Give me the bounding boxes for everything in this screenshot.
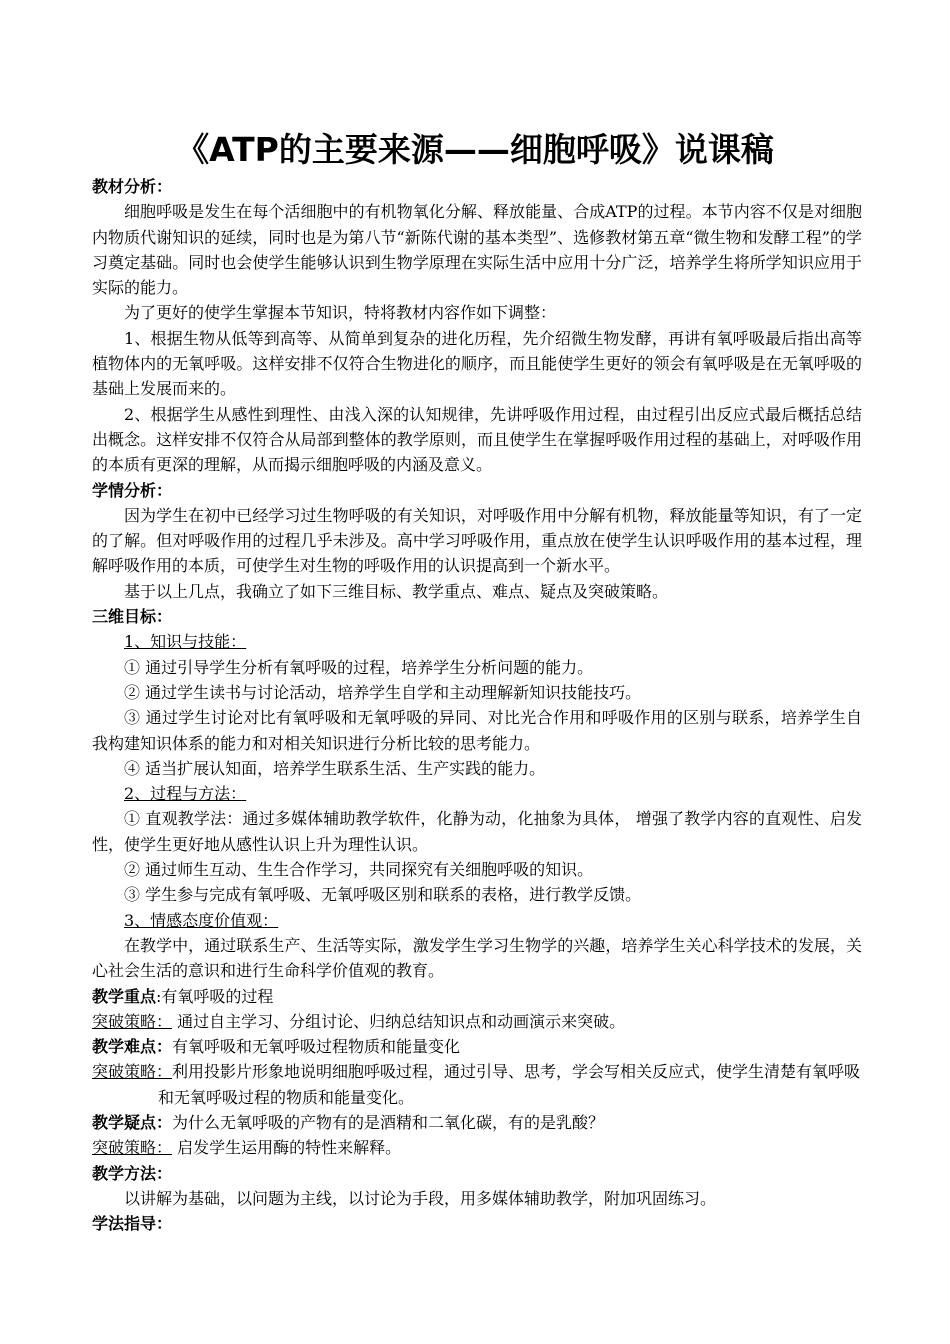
paragraph: 2、根据学生从感性到理性、由浅入深的认知规律，先讲呼吸作用过程，由过程引出反应式最后概括总结出概念。这样安排不仅符合从局部到整体的教学原则，而且使学生在掌握呼吸作用过程的基础上，对呼吸作用的本质有更深的理解，从而揭示细胞呼吸的内涵及意义。: [92, 404, 862, 475]
paragraph: 在教学中，通过联系生产、生活等实际，激发学生学习生物学的兴趣，培养学生关心科学技术的发展，关心社会生活的意识和进行生命科学价值观的教育。: [92, 935, 862, 981]
strategy-text: 启发学生运用酶的特性来解释。: [172, 1138, 402, 1158]
subheading-emotion: 3、情感态度价值观：: [124, 910, 279, 930]
list-item: ④ 适当扩展认知面，培养学生联系生活、生产实践的能力。: [124, 758, 546, 778]
strategy-text: 利用投影片形象地说明细胞呼吸过程，通过引导、思考，学会写相关反应式，使学生清楚有氧呼吸和无氧呼吸过程的物质和能量变化。: [158, 1062, 861, 1107]
difficulty-line: [92, 1034, 862, 1059]
strategy-text: 通过自主学习、分组讨论、归纳总结知识点和动画演示来突破。: [172, 1011, 626, 1031]
paragraph: 因为学生在初中已经学习过生物呼吸的有关知识，对呼吸作用中分解有机物，释放能量等知识，有了一定的了解。但对呼吸作用的过程几乎未涉及。高中学习呼吸作用，重点放在使学生认识呼吸作用的基本过程，理解呼吸作用的本质，可使学生对生物的呼吸作用的认识提高到一个新水平。: [92, 505, 862, 576]
difficulty-strategy-line: [92, 1059, 862, 1110]
paragraph: 以讲解为基础，以问题为主线，以讨论为手段，用多媒体辅助教学，附加巩固练习。: [124, 1188, 717, 1208]
list-item: ① 直观教学法：通过多媒体辅助教学软件，化静为动，化抽象为具体， 增强了教学内容的直观性、启发性，使学生更好地从感性认识上升为理性认识。: [92, 809, 862, 854]
subheading-process: 2、过程与方法：: [124, 784, 247, 804]
key-point-label: 教学重点: [92, 986, 157, 1006]
doubt-text: 为什么无氧呼吸的产物有的是酒精和二氧化碳，有的是乳酸？: [172, 1112, 605, 1132]
section-heading-goals: 三维目标：: [92, 607, 173, 627]
document-body: [92, 174, 862, 1236]
section-heading-method: 教学方法：: [92, 1163, 173, 1183]
list-item: ③ 学生参与完成有氧呼吸、无氧呼吸区别和联系的表格，进行教学反馈。: [124, 885, 642, 905]
list-item: ② 通过学生读书与讨论活动，培养学生自学和主动理解新知识技能技巧。: [124, 682, 642, 702]
key-point-line: [92, 984, 862, 1009]
section-heading-learner: 学情分析：: [92, 480, 173, 500]
doubt-strategy-line: [92, 1135, 862, 1160]
doubt-line: [92, 1110, 862, 1135]
section-heading-material: 教材分析：: [92, 177, 173, 196]
paragraph: 细胞呼吸是发生在每个活细胞中的有机物氧化分解、释放能量、合成ATP的过程。本节内容不仅是对细胞内物质代谢知识的延续，同时也是为第八节“新陈代谢的基本类型”、选修教材第五章“微生物和发酵工程”的学习奠定基础。同时也会使学生能够认识到生物学原理在实际生活中应用十分广泛，培养学生将所学知识应用于实际的能力。: [92, 202, 862, 298]
strategy-label: 突破策略：: [92, 1062, 173, 1082]
list-item: ① 通过引导学生分析有氧呼吸的过程，培养学生分析问题的能力。: [124, 657, 594, 677]
section-heading-study: 学法指导：: [92, 1214, 173, 1234]
paragraph: 1、根据生物从低等到高等、从简单到复杂的进化历程，先介绍微生物发酵，再讲有氧呼吸最后指出高等植物体内的无氧呼吸。这样安排不仅符合生物进化的顺序，而且能使学生更好的领会有氧呼吸是在无氧呼吸的基础上发展而来的。: [92, 328, 862, 399]
strategy-label: 突破策略：: [92, 1011, 173, 1031]
difficulty-text: 有氧呼吸和无氧呼吸过程物质和能量变化: [172, 1037, 461, 1057]
key-strategy-line: [92, 1009, 862, 1034]
paragraph: 基于以上几点，我确立了如下三维目标、教学重点、难点、疑点及突破策略。: [124, 581, 669, 601]
document-title: 《ATP的主要来源——细胞呼吸》说课稿: [176, 130, 774, 169]
paragraph: 为了更好的使学生掌握本节知识，特将教材内容作如下调整：: [124, 303, 557, 323]
subheading-knowledge: 1、知识与技能：: [124, 632, 247, 652]
strategy-label: 突破策略：: [92, 1138, 173, 1158]
list-item: ② 通过师生互动、生生合作学习，共同探究有关细胞呼吸的知识。: [124, 860, 594, 880]
doubt-label: 教学疑点：: [92, 1112, 173, 1132]
key-point-text: :有氧呼吸的过程: [156, 986, 274, 1006]
list-item: ③ 通过学生讨论对比有氧呼吸和无氧呼吸的异同、对比光合作用和呼吸作用的区别与联系，培养学生自我构建知识体系的能力和对相关知识进行分析比较的思考能力。: [92, 708, 862, 753]
difficulty-label: 教学难点：: [92, 1037, 173, 1057]
